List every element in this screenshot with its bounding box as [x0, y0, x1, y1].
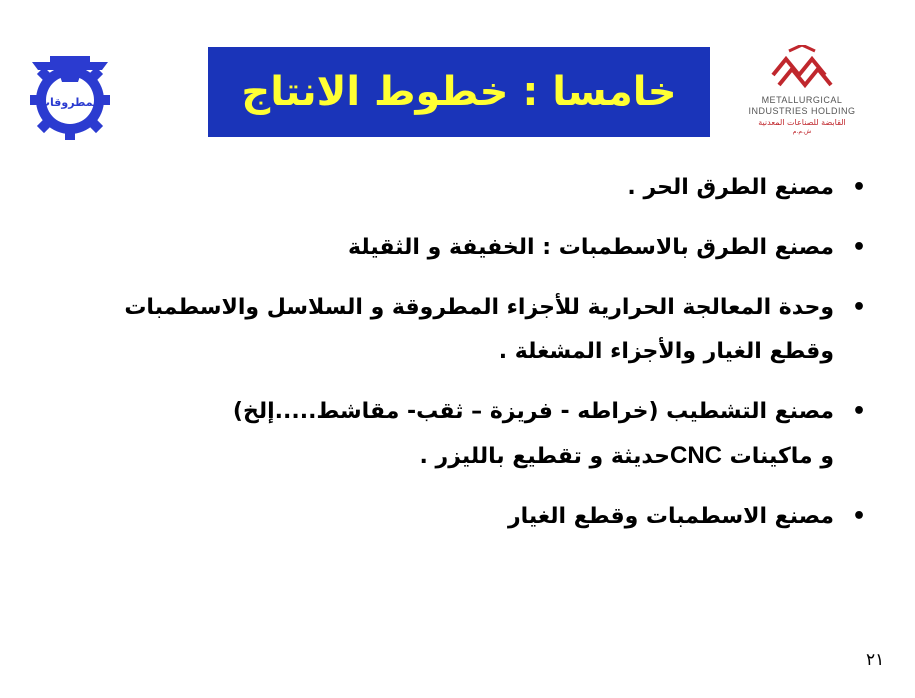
production-lines-list	[30, 166, 888, 555]
list-item-text: مصنع الطرق بالاسطمبات : الخفيفة و الثقيلة	[348, 235, 834, 260]
logo-en-line2: INDUSTRIES HOLDING	[748, 106, 856, 116]
bullet-icon: •	[851, 175, 866, 200]
slide-title: خامسا : خطوط الانتاج	[241, 69, 677, 115]
logo-left-text: المطروقات	[38, 96, 102, 109]
list-item	[30, 166, 888, 210]
logo-en-line1: METALLURGICAL	[761, 95, 843, 105]
list-item-text: وقطع الغيار والأجزاء المشغلة .	[498, 339, 834, 364]
bullet-icon: •	[851, 504, 866, 529]
list-item	[30, 286, 888, 374]
list-item-text-before: و ماكينات	[729, 444, 834, 469]
list-item-text: مصنع الاسطمبات وقطع الغيار	[507, 504, 834, 529]
list-item	[30, 495, 888, 539]
list-item-text: مصنع الطرق الحر .	[627, 175, 834, 200]
bullet-icon: •	[851, 235, 866, 260]
bullet-icon: •	[851, 295, 866, 320]
list-item	[30, 390, 888, 479]
page-number: ٢١	[866, 650, 885, 670]
bullet-icon: •	[851, 399, 866, 424]
cnc-text: CNC	[669, 442, 722, 469]
mih-mountains-icon	[769, 45, 835, 95]
company-logo-gear	[22, 48, 118, 144]
list-item-text: مصنع التشطيب (خراطه - فريزة – ثقب- مقاشط.....إلخ)	[232, 399, 834, 424]
company-logo-mih	[742, 45, 862, 155]
list-item	[30, 226, 888, 270]
slide-title-box	[208, 47, 710, 137]
list-item-text: وحدة المعالجة الحرارية للأجزاء المطروقة و السلاسل والاسطمبات	[124, 295, 834, 320]
logo-ar-sub: ش.م.م	[792, 128, 812, 135]
list-item-text-after: حديثة و تقطيع بالليزر .	[419, 444, 670, 469]
list-item-text-2	[30, 434, 834, 479]
logo-ar-line: القابضة للصناعات المعدنية	[758, 118, 846, 127]
